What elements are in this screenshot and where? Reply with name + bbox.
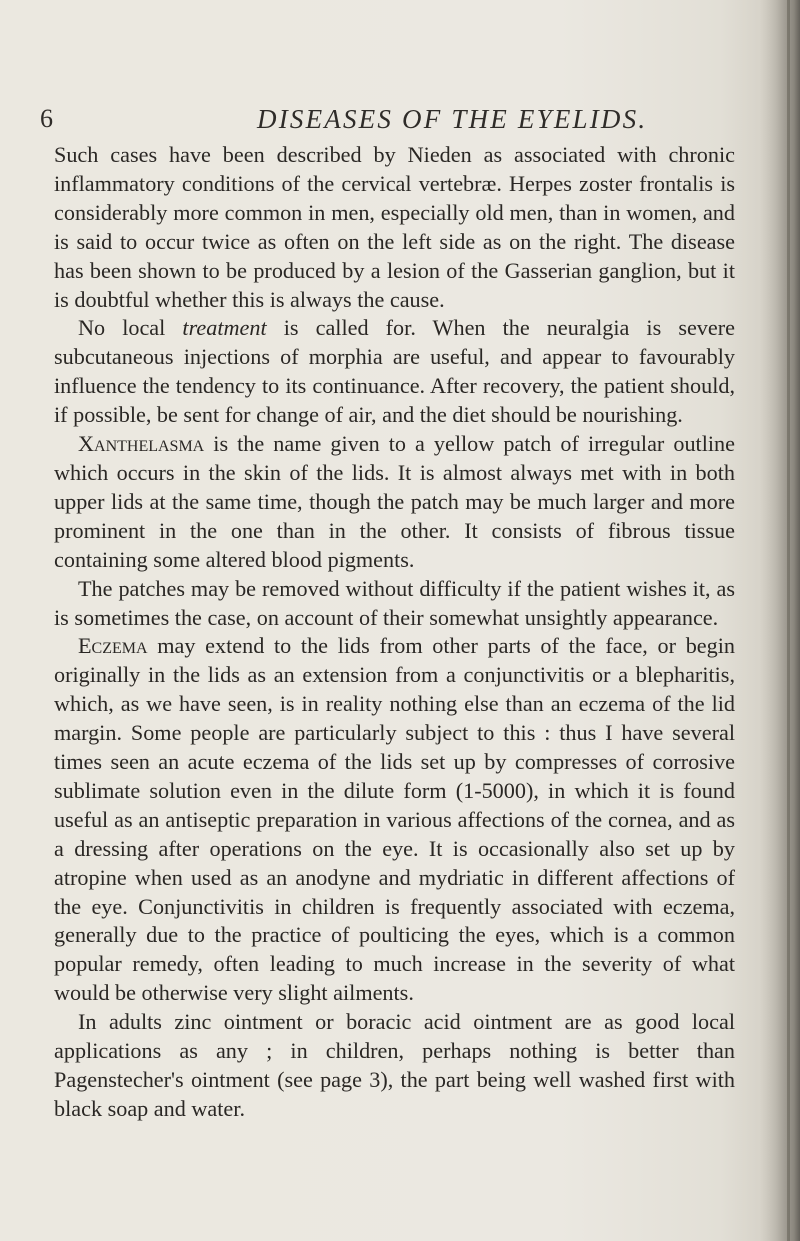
- paragraph-rest-text: is called for. When the neuralgia is severe subcutaneous injections of morphia are useful, and appear to favourably influence the tendency to its continuance. After recovery, the patient should, if possible, be sent for change of air, and the diet should be nourishing.: [54, 315, 735, 428]
- page-header: [40, 104, 760, 144]
- paragraph-ointments: In adults zinc ointment or boracic acid ointment are as good local applications as any ; in children, perhaps nothing is better than Pagenstecher's ointment (see page 3), the part being well washed first with black soap and water.: [54, 1009, 735, 1121]
- running-head: DISEASES OF THE EYELIDS.: [257, 104, 648, 134]
- paragraph-eczema: [54, 632, 735, 1008]
- section-term-xanthelasma: Xanthelasma: [78, 431, 205, 457]
- body-text: [54, 141, 735, 1124]
- page-binding-edge: [787, 0, 790, 1241]
- paragraph-rest-text: may extend to the lids from other parts of the face, or begin originally in the lids as an extension from a conjunctivitis or a blepharitis, which, as we have seen, is in reality nothing else than an eczema of the lid margin. Some people are particularly subject to this : thus I have several times seen an acute eczema of the lids set up by compresses of corrosive sublimate solution even in the dilute form (1-5000), in which it is found useful as an antiseptic preparation in various affections of the cornea, and as a dressing after operations on the eye. It is occasionally also set up by atropine when used as an anodyne and mydriatic in different affections of the eye. Conjunctivitis in children is frequently associated with eczema, generally due to the practice of poulticing the eyes, which is a common popular remedy, often leading to much increase in the severity of what would be otherwise very slight ailments.: [54, 633, 735, 1006]
- paragraph-lead-text: No local: [78, 315, 183, 341]
- paragraph-herpes-causes: Such cases have been described by Nieden as associated with chronic inflammatory conditions of the cervical vertebræ. Herpes zoster frontalis is considerably more common in men, especially old men, than in women, and is said to occur twice as often on the left side as on the right. The disease has been shown to be produced by a lesion of the Gasserian ganglion, but it is doubtful whether this is always the cause.: [54, 142, 735, 312]
- paragraph-treatment: [54, 314, 735, 430]
- section-term-eczema: Eczema: [78, 633, 148, 659]
- treatment-emphasis: treatment: [182, 315, 267, 341]
- paragraph-rest-text: is the name given to a yellow patch of irregular outline which occurs in the skin of the lids. It is almost always met with in both upper lids at the same time, though the patch may be much larger and more prominent in the one than in the other. It consists of fibrous tissue containing some altered blood pigments.: [54, 431, 735, 572]
- page-binding-shadow: [760, 0, 800, 1241]
- paragraph-patch-removal: The patches may be removed without difficulty if the patient wishes it, as is sometimes the case, on account of their somewhat unsightly appearance.: [54, 575, 735, 630]
- paragraph-xanthelasma: [54, 430, 735, 575]
- page-number: 6: [40, 104, 53, 133]
